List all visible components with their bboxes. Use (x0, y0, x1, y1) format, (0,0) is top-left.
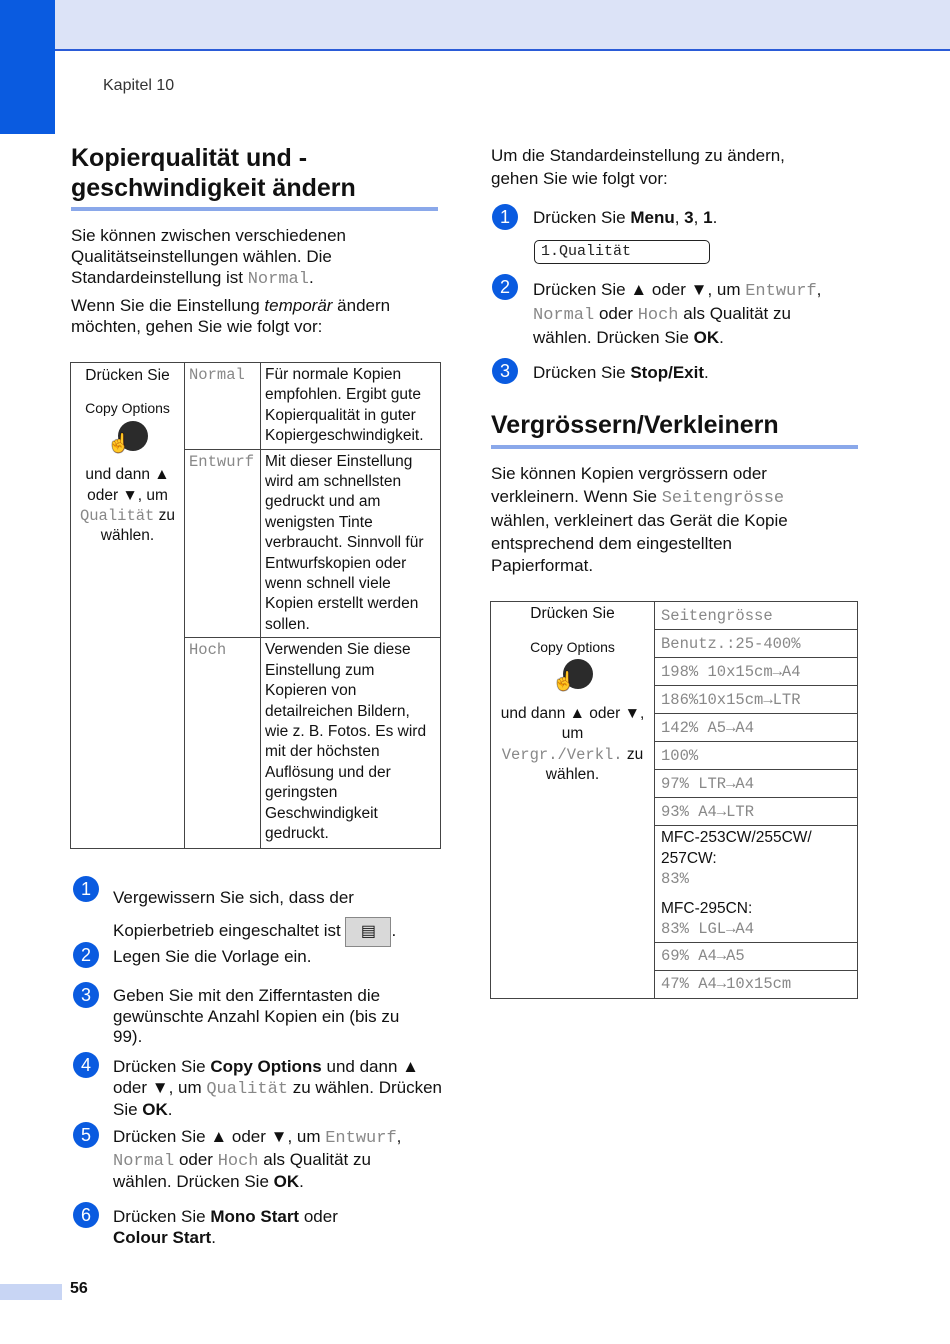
chapter-tab (0, 0, 55, 134)
intro-paragraph-2: Wenn Sie die Einstellung temporär ändern möchten, gehen Sie wie folgt vor: (71, 296, 391, 336)
arrow-instruction: und dann ▲ oder ▼, um (500, 704, 645, 742)
mode-draft-desc: Mit dieser Einstellung wird am schnellsten gedruckt und am wenigsten Tinte verbraucht. Sinnvoll für Entwurfskopien oder wenn schnell viele Kopien erstellt werden sollen. (261, 449, 441, 638)
step-3-badge: 3 (73, 982, 99, 1008)
arrow-instruction: und dann ▲ oder ▼, um (85, 466, 170, 504)
zoom-option: 69% A4→A5 (655, 942, 858, 970)
step-3: Geben Sie mit den Zifferntasten die gewünschte Anzahl Kopien ein (bis zu 99). (113, 986, 400, 1046)
right-step-2-badge: 2 (492, 274, 518, 300)
mode-normal-desc: Für normale Kopien empfohlen. Ergibt gute Kopierqualität in guter Kopiergeschwindigkeit. (261, 363, 441, 450)
mode-normal: Normal (185, 363, 261, 450)
zoom-option: 142% A5→A4 (655, 714, 858, 742)
zoom-instruction-cell (491, 602, 655, 999)
copy-mode-icon: ▤ (345, 917, 391, 947)
mode-high: Hoch (185, 638, 261, 849)
right-step-3: Drücken Sie Stop/Exit. (533, 363, 709, 382)
zoom-model-cell (655, 826, 858, 943)
zoom-option: 83% (661, 870, 689, 888)
right-step-1: Drücken Sie Menu, 3, 1. (533, 208, 718, 227)
press-label: Drücken Sie (530, 605, 615, 622)
zoom-paragraph: Sie können Kopien vergrössern oder verkleinern. Wenn Sie Seitengrösse wählen, verkleinert das Gerät die Kopie entsprechend dem eingestellten Papierformat. (491, 464, 788, 575)
model-label-2: MFC-295CN: (661, 899, 753, 917)
target-instruction: Qualität zu wählen. (79, 507, 176, 545)
copy-options-button-icon: ☝ (553, 657, 593, 693)
right-step-2: Drücken Sie ▲ oder ▼, um Entwurf, Normal oder Hoch als Qualität zu wählen. Drücken Sie OK. (533, 280, 822, 347)
zoom-option: 198% 10x15cm→A4 (655, 658, 858, 686)
zoom-option: Benutz.:25-400% (655, 630, 858, 658)
right-intro: Um die Standardeinstellung zu ändern, gehen Sie wie folgt vor: (491, 146, 785, 188)
step-4-badge: 4 (73, 1052, 99, 1078)
step-5-badge: 5 (73, 1122, 99, 1148)
zoom-option: 93% A4→LTR (655, 798, 858, 826)
section-heading-quality: Kopierqualität und - geschwindigkeit ändern (71, 144, 356, 202)
zoom-option: Seitengrösse (655, 602, 858, 630)
heading-rule (71, 207, 438, 211)
copy-options-label: Copy Options (530, 638, 615, 655)
step-2: Legen Sie die Vorlage ein. (113, 947, 312, 966)
zoom-option: 47% A4→10x15cm (655, 970, 858, 998)
quality-options-table (70, 362, 441, 849)
intro-paragraph-1: Sie können zwischen verschiedenen Qualitätseinstellungen wählen. Die Standardeinstellung ist Normal. (71, 226, 347, 289)
lcd-text: 1.Qualität (541, 243, 632, 260)
press-label: Drücken Sie (85, 367, 170, 384)
step-1: Vergewissern Sie sich, dass der Kopierbetrieb eingeschaltet ist ▤ . (113, 881, 443, 947)
step-5: Drücken Sie ▲ oder ▼, um Entwurf, Normal oder Hoch als Qualität zu wählen. Drücken Sie OK. (113, 1127, 402, 1191)
header-bar (0, 0, 950, 51)
zoom-option: 100% (655, 742, 858, 770)
copy-options-label: Copy Options (85, 400, 170, 417)
section-heading-zoom: Vergrössern/Verkleinern (491, 411, 779, 439)
mode-high-desc: Verwenden Sie diese Einstellung zum Kopieren von detailreichen Bildern, wie z. B. Fotos. Es wird mit der höchsten Auflösung und der geringsten Geschwindigkeit gedruckt. (261, 638, 441, 849)
lcd-display (534, 240, 710, 264)
zoom-option: 97% LTR→A4 (655, 770, 858, 798)
page-number-bar (0, 1284, 62, 1300)
zoom-options-table (490, 601, 858, 999)
step-6: Drücken Sie Mono Start oder Colour Start. (113, 1207, 338, 1247)
zoom-option: 83% LGL→A4 (661, 920, 755, 938)
step-6-badge: 6 (73, 1202, 99, 1228)
right-step-1-badge: 1 (492, 204, 518, 230)
instruction-cell (71, 363, 185, 849)
step-1-badge: 1 (73, 876, 99, 902)
mode-draft: Entwurf (185, 449, 261, 638)
right-step-3-badge: 3 (492, 358, 518, 384)
page-number: 56 (70, 1280, 88, 1297)
model-label-1: MFC-253CW/255CW/ 257CW: (661, 829, 812, 867)
copy-options-button-icon: ☝ (108, 419, 148, 455)
heading-rule-2 (491, 445, 858, 449)
step-2-badge: 2 (73, 942, 99, 968)
chapter-label: Kapitel 10 (103, 77, 175, 94)
zoom-option: 186%10x15cm→LTR (655, 686, 858, 714)
step-4: Drücken Sie Copy Options und dann ▲ oder ▼, um Qualität zu wählen. Drücken Sie OK. (113, 1057, 443, 1119)
target-instruction: Vergr./Verkl. zu wählen. (501, 745, 644, 783)
